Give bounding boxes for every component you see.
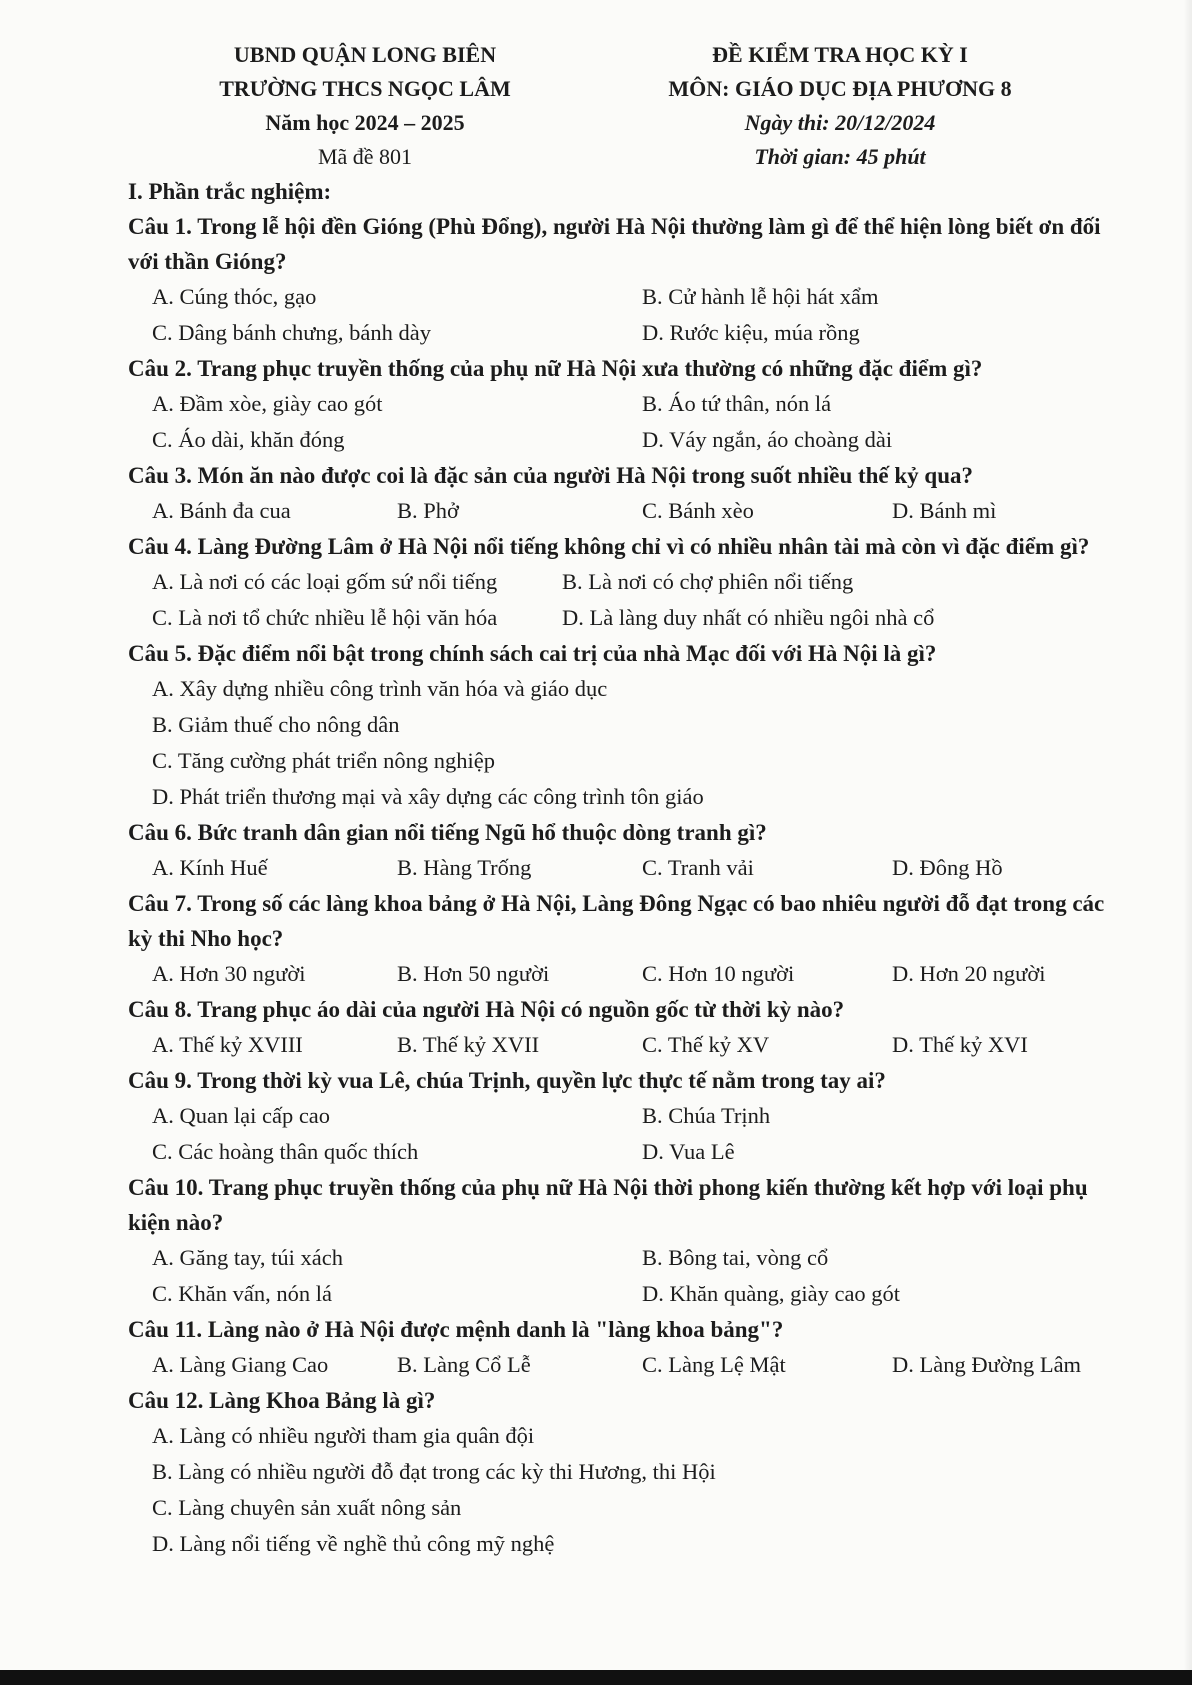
options-1b — [128, 315, 1128, 351]
question-7: Câu 7. Trong số các làng khoa bảng ở Hà Nội, Làng Đông Ngạc có bao nhiêu người đỗ đạt trong các kỳ thi Nho học? — [128, 891, 1105, 951]
option-d: D. Làng Đường Lâm — [892, 1352, 1082, 1377]
option-b: B. Làng Cổ Lễ — [397, 1352, 531, 1377]
option-b: B. Áo tứ thân, nón lá — [642, 391, 832, 416]
question-4: Câu 4. Làng Đường Lâm ở Hà Nội nổi tiếng không chỉ vì có nhiều nhân tài mà còn vì đặc điểm gì? — [128, 534, 1090, 559]
options-9b — [128, 1134, 1128, 1170]
scan-bottom-edge — [0, 1670, 1192, 1685]
option-a: A. Cúng thóc, gạo — [152, 284, 317, 309]
question-6: Câu 6. Bức tranh dân gian nổi tiếng Ngũ hổ thuộc dòng tranh gì? — [128, 820, 767, 845]
options-1 — [128, 279, 1128, 315]
option-b: B. Cử hành lễ hội hát xẩm — [642, 284, 879, 309]
option-a: A. Thế kỷ XVIII — [152, 1032, 303, 1057]
options-3 — [128, 493, 1128, 529]
option-d: D. Là làng duy nhất có nhiều ngôi nhà cổ — [562, 605, 935, 630]
option-d: D. Làng nổi tiếng về nghề thủ công mỹ nghệ — [152, 1531, 555, 1556]
question-10: Câu 10. Trang phục truyền thống của phụ nữ Hà Nội thời phong kiến thường kết hợp với loại phụ kiện nào? — [128, 1175, 1088, 1235]
option-c: C. Khăn vấn, nón lá — [152, 1281, 332, 1306]
option-c: C. Làng chuyên sản xuất nông sản — [152, 1495, 462, 1520]
option-a: A. Làng có nhiều người tham gia quân đội — [152, 1423, 535, 1448]
exam-date: Ngày thi: 20/12/2024 — [744, 110, 936, 135]
school-year: Năm học 2024 – 2025 — [265, 110, 465, 135]
question-9: Câu 9. Trong thời kỳ vua Lê, chúa Trịnh, quyền lực thực tế nằm trong tay ai? — [128, 1068, 886, 1093]
exam-subject: MÔN: GIÁO DỤC ĐỊA PHƯƠNG 8 — [668, 76, 1012, 101]
options-2b — [128, 422, 1128, 458]
option-c: C. Làng Lệ Mật — [642, 1352, 786, 1377]
option-b: B. Hàng Trống — [397, 855, 532, 880]
option-b: B. Giảm thuế cho nông dân — [152, 712, 400, 737]
option-c: C. Dâng bánh chưng, bánh dày — [152, 320, 432, 345]
exam-code: Mã đề 801 — [317, 144, 413, 169]
question-1: Câu 1. Trong lễ hội đền Gióng (Phù Đổng), người Hà Nội thường làm gì để thể hiện lòng biết ơn đối với thần Gióng? — [128, 214, 1101, 274]
option-b: B. Làng có nhiều người đỗ đạt trong các kỳ thi Hương, thi Hội — [152, 1459, 716, 1484]
question-11: Câu 11. Làng nào ở Hà Nội được mệnh danh là "làng khoa bảng"? — [128, 1317, 784, 1342]
options-2 — [128, 386, 1128, 422]
options-4 — [128, 564, 1128, 600]
options-10 — [128, 1240, 1128, 1276]
question-12: Câu 12. Làng Khoa Bảng là gì? — [128, 1388, 436, 1413]
exam-title: ĐỀ KIỂM TRA HỌC KỲ I — [712, 42, 968, 67]
options-8 — [128, 1027, 1128, 1063]
option-c: C. Bánh xèo — [642, 498, 754, 523]
option-b: B. Chúa Trịnh — [642, 1103, 771, 1128]
school-name: TRƯỜNG THCS NGỌC LÂM — [219, 76, 511, 101]
option-d: D. Đông Hồ — [892, 855, 1003, 880]
option-c: C. Tranh vải — [642, 855, 754, 880]
option-b: B. Bông tai, vòng cổ — [642, 1245, 829, 1270]
option-d: D. Rước kiệu, múa rồng — [642, 320, 860, 345]
header-exam-block — [625, 38, 1055, 174]
exam-duration: Thời gian: 45 phút — [754, 144, 926, 169]
options-9 — [128, 1098, 1128, 1134]
option-b: B. Thế kỷ XVII — [397, 1032, 540, 1057]
option-a: A. Bánh đa cua — [152, 498, 291, 523]
exam-header — [0, 38, 1192, 173]
option-a: A. Hơn 30 người — [152, 961, 306, 986]
option-a: A. Là nơi có các loại gốm sứ nổi tiếng — [152, 569, 498, 594]
options-4b — [128, 600, 1128, 636]
option-c: C. Là nơi tổ chức nhiều lễ hội văn hóa — [152, 605, 498, 630]
exam-content — [128, 175, 1128, 1562]
options-10b — [128, 1276, 1128, 1312]
option-a: A. Xây dựng nhiều công trình văn hóa và giáo dục — [152, 676, 608, 701]
option-a: A. Kính Huế — [152, 855, 268, 880]
options-6 — [128, 850, 1128, 886]
question-8: Câu 8. Trang phục áo dài của người Hà Nội có nguồn gốc từ thời kỳ nào? — [128, 997, 845, 1022]
question-2: Câu 2. Trang phục truyền thống của phụ nữ Hà Nội xưa thường có những đặc điểm gì? — [128, 356, 983, 381]
option-d: D. Vua Lê — [642, 1139, 735, 1164]
option-c: C. Áo dài, khăn đóng — [152, 427, 345, 452]
option-b: B. Hơn 50 người — [397, 961, 550, 986]
option-b: B. Là nơi có chợ phiên nổi tiếng — [562, 569, 854, 594]
scan-edge-shade — [1184, 0, 1192, 1685]
option-c: C. Tăng cường phát triển nông nghiệp — [152, 748, 495, 773]
option-d: D. Hơn 20 người — [892, 961, 1046, 986]
options-11 — [128, 1347, 1128, 1383]
option-d: D. Váy ngắn, áo choàng dài — [642, 427, 893, 452]
option-d: D. Thế kỷ XVI — [892, 1032, 1028, 1057]
option-d: D. Khăn quàng, giày cao gót — [642, 1281, 901, 1306]
district-name: UBND QUẬN LONG BIÊN — [233, 42, 497, 67]
option-d: D. Phát triển thương mại và xây dựng các công trình tôn giáo — [152, 784, 704, 809]
section-title: I. Phần trắc nghiệm: — [128, 179, 332, 204]
option-a: A. Quan lại cấp cao — [152, 1103, 331, 1128]
header-school-block — [150, 38, 580, 174]
option-a: A. Đầm xòe, giày cao gót — [152, 391, 383, 416]
option-a: A. Găng tay, túi xách — [152, 1245, 343, 1270]
option-b: B. Phở — [397, 498, 459, 523]
option-c: C. Các hoàng thân quốc thích — [152, 1139, 419, 1164]
option-c: C. Hơn 10 người — [642, 961, 795, 986]
question-3: Câu 3. Món ăn nào được coi là đặc sản của người Hà Nội trong suốt nhiều thế kỷ qua? — [128, 463, 974, 488]
option-a: A. Làng Giang Cao — [152, 1352, 329, 1377]
option-d: D. Bánh mì — [892, 498, 997, 523]
option-c: C. Thế kỷ XV — [642, 1032, 770, 1057]
question-5: Câu 5. Đặc điểm nổi bật trong chính sách cai trị của nhà Mạc đối với Hà Nội là gì? — [128, 641, 937, 666]
options-7 — [128, 956, 1128, 992]
